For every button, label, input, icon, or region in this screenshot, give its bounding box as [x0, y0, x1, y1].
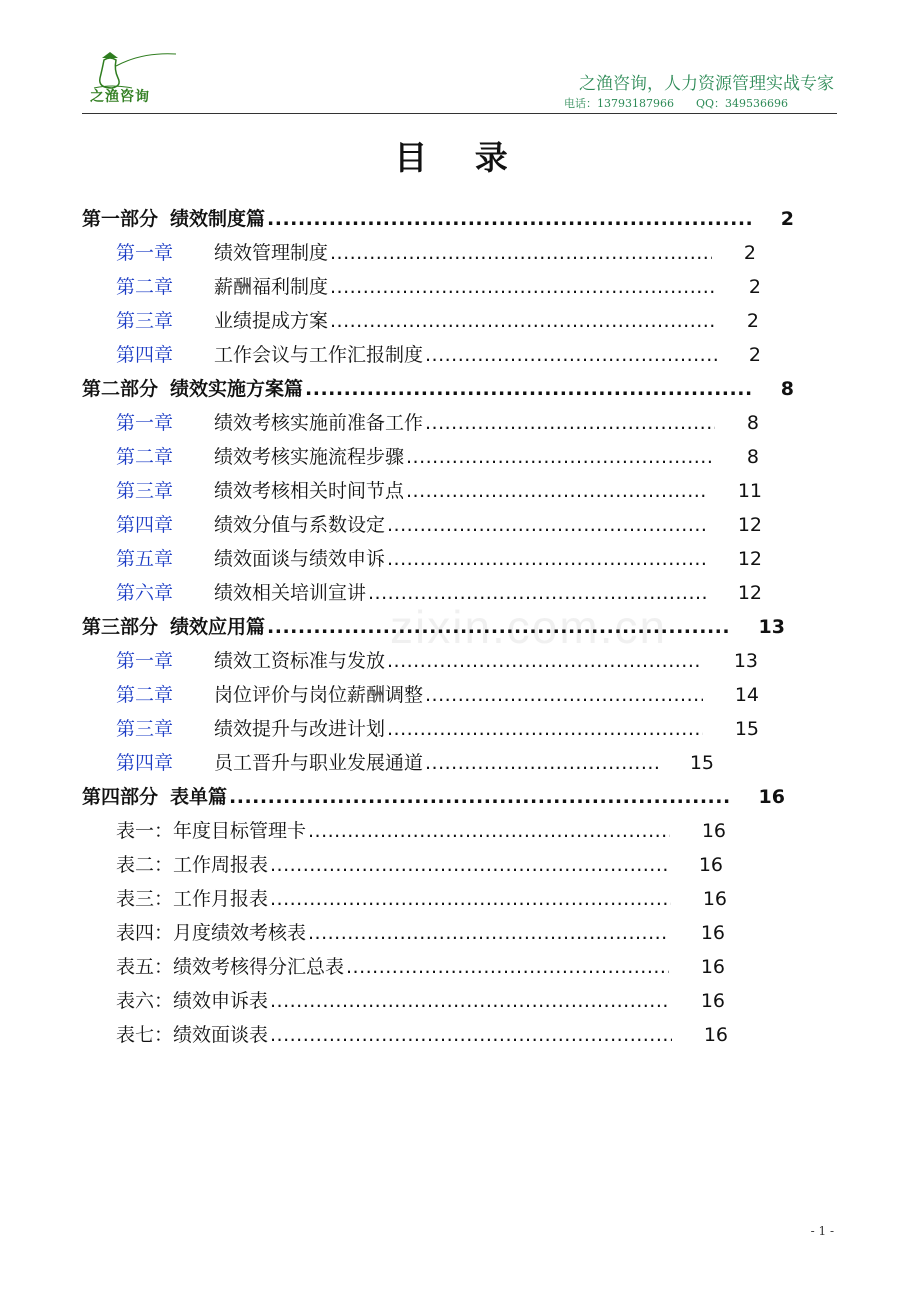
- toc-form[interactable]: [116, 884, 727, 914]
- part-title: 绩效制度篇: [170, 208, 266, 230]
- header-divider: [82, 113, 837, 114]
- page-title: 目 录: [394, 138, 526, 177]
- page-number-ref: 12: [737, 548, 762, 570]
- toc-part-4[interactable]: [82, 782, 785, 812]
- page-number-ref: 15: [734, 718, 759, 740]
- part-label: 第一部分: [82, 208, 159, 230]
- leader-dots: [270, 888, 671, 910]
- chapter-title: 绩效考核相关时间节点: [214, 480, 405, 502]
- toc-form[interactable]: [116, 850, 723, 880]
- chapter-title: 绩效分值与系数设定: [214, 514, 386, 536]
- leader-dots: [267, 208, 751, 230]
- page-number-ref: 8: [746, 446, 759, 468]
- page-number-ref: 2: [743, 242, 756, 264]
- toc-chapter[interactable]: [116, 442, 759, 472]
- chapter-title: 工作会议与工作汇报制度: [214, 344, 424, 366]
- leader-dots: [305, 378, 751, 400]
- chapter-title: 岗位评价与岗位薪酬调整: [214, 684, 424, 706]
- form-title: 表二：工作周报表: [116, 854, 269, 876]
- part-label: 第三部分: [82, 616, 159, 638]
- toc-part-1[interactable]: [82, 204, 794, 234]
- toc-chapter[interactable]: [116, 306, 759, 336]
- chapter-label: 第四章: [116, 514, 174, 536]
- chapter-title: 绩效相关培训宣讲: [214, 582, 367, 604]
- page-number-ref: 16: [698, 854, 723, 876]
- toc-form[interactable]: [116, 918, 725, 948]
- page-number-ref: 12: [737, 514, 762, 536]
- page-number-ref: 16: [700, 990, 725, 1012]
- part-label: 第四部分: [82, 786, 159, 808]
- page-number-ref: 16: [701, 820, 726, 842]
- logo-text: 之渔咨询: [90, 89, 150, 105]
- page-number: - 1 -: [810, 1224, 834, 1238]
- leader-dots: [387, 514, 706, 536]
- toc-chapter[interactable]: [116, 272, 761, 302]
- chapter-label: 第一章: [116, 412, 174, 434]
- chapter-label: 第二章: [116, 446, 174, 468]
- chapter-label: 第四章: [116, 344, 174, 366]
- chapter-title: 业绩提成方案: [214, 310, 329, 332]
- chapter-label: 第一章: [116, 650, 174, 672]
- page-number-ref: 2: [748, 344, 761, 366]
- form-title: 表四：月度绩效考核表: [116, 922, 307, 944]
- chapter-title: 绩效考核实施流程步骤: [214, 446, 405, 468]
- chapter-label: 第六章: [116, 582, 174, 604]
- toc-form[interactable]: [116, 986, 725, 1016]
- page-number-ref: 2: [748, 276, 761, 298]
- chapter-title: 员工晋升与职业发展通道: [214, 752, 424, 774]
- toc-chapter[interactable]: [116, 544, 762, 574]
- page-number-ref: 2: [746, 310, 759, 332]
- watermark: zixin.com.cn: [390, 601, 668, 653]
- toc-form[interactable]: [116, 816, 726, 846]
- page-number-ref: 16: [700, 956, 725, 978]
- toc-part-2[interactable]: [82, 374, 794, 404]
- leader-dots: [346, 956, 669, 978]
- chapter-label: 第一章: [116, 242, 174, 264]
- toc-chapter[interactable]: [116, 510, 762, 540]
- page-number-ref: 16: [702, 888, 727, 910]
- form-title: 表五：绩效考核得分汇总表: [116, 956, 345, 978]
- phone-text: 电话：13793187966: [564, 97, 674, 110]
- leader-dots: [270, 990, 669, 1012]
- leader-dots: [387, 718, 703, 740]
- toc-chapter[interactable]: [116, 578, 762, 608]
- leader-dots: [330, 310, 715, 332]
- page-number-ref: 16: [758, 786, 785, 808]
- part-title: 绩效应用篇: [170, 616, 266, 638]
- form-title: 表六：绩效申诉表: [116, 990, 269, 1012]
- leader-dots: [425, 684, 703, 706]
- toc-part-3[interactable]: [82, 612, 785, 642]
- toc-form[interactable]: [116, 952, 725, 982]
- chapter-label: 第三章: [116, 718, 174, 740]
- chapter-label: 第四章: [116, 752, 174, 774]
- header-contact: [564, 95, 788, 111]
- leader-dots: [406, 480, 706, 502]
- page-number-ref: 11: [737, 480, 762, 502]
- leader-dots: [308, 820, 670, 842]
- page-number-ref: 8: [746, 412, 759, 434]
- page-number-ref: 8: [780, 378, 794, 400]
- chapter-label: 第二章: [116, 276, 174, 298]
- leader-dots: [308, 922, 669, 944]
- leader-dots: [368, 582, 706, 604]
- chapter-title: 绩效提升与改进计划: [214, 718, 386, 740]
- page-number-ref: 16: [700, 922, 725, 944]
- chapter-label: 第二章: [116, 684, 174, 706]
- toc-chapter[interactable]: [116, 748, 714, 778]
- page-number-ref: 2: [780, 208, 794, 230]
- leader-dots: [406, 446, 715, 468]
- toc-chapter[interactable]: [116, 714, 759, 744]
- toc-chapter[interactable]: [116, 340, 761, 370]
- leader-dots: [330, 276, 717, 298]
- toc-chapter[interactable]: [116, 476, 762, 506]
- page-number-ref: 16: [703, 1024, 728, 1046]
- leader-dots: [330, 242, 712, 264]
- page-number-ref: 13: [758, 616, 785, 638]
- leader-dots: [425, 344, 717, 366]
- leader-dots: [267, 616, 729, 638]
- form-title: 表七：绩效面谈表: [116, 1024, 269, 1046]
- chapter-title: 绩效面谈与绩效申诉: [214, 548, 386, 570]
- toc-chapter[interactable]: [116, 408, 759, 438]
- leader-dots: [270, 854, 667, 876]
- chapter-label: 第三章: [116, 310, 174, 332]
- part-title: 表单篇: [170, 786, 228, 808]
- chapter-label: 第五章: [116, 548, 174, 570]
- page-number-ref: 15: [689, 752, 714, 774]
- qq-text: QQ：349536696: [695, 97, 789, 110]
- leader-dots: [425, 752, 658, 774]
- form-title: 表三：工作月报表: [116, 888, 269, 910]
- leader-dots: [425, 412, 715, 434]
- form-title: 表一：年度目标管理卡: [116, 820, 307, 842]
- part-label: 第二部分: [82, 378, 159, 400]
- chapter-title: 绩效考核实施前准备工作: [214, 412, 424, 434]
- page-number-ref: 13: [733, 650, 758, 672]
- chapter-title: 绩效工资标准与发放: [214, 650, 386, 672]
- leader-dots: [387, 650, 702, 672]
- page-number-ref: 12: [737, 582, 762, 604]
- header-slogan: 之渔咨询，人力资源管理实战专家: [579, 74, 834, 94]
- chapter-title: 绩效管理制度: [214, 242, 329, 264]
- leader-dots: [229, 786, 729, 808]
- part-title: 绩效实施方案篇: [170, 378, 304, 400]
- page-number-ref: 14: [734, 684, 759, 706]
- chapter-label: 第三章: [116, 480, 174, 502]
- toc-chapter[interactable]: [116, 238, 756, 268]
- chapter-title: 薪酬福利制度: [214, 276, 329, 298]
- toc-chapter[interactable]: [116, 680, 759, 710]
- toc-form[interactable]: [116, 1020, 728, 1050]
- leader-dots: [387, 548, 706, 570]
- leader-dots: [270, 1024, 672, 1046]
- toc-chapter[interactable]: [116, 646, 758, 676]
